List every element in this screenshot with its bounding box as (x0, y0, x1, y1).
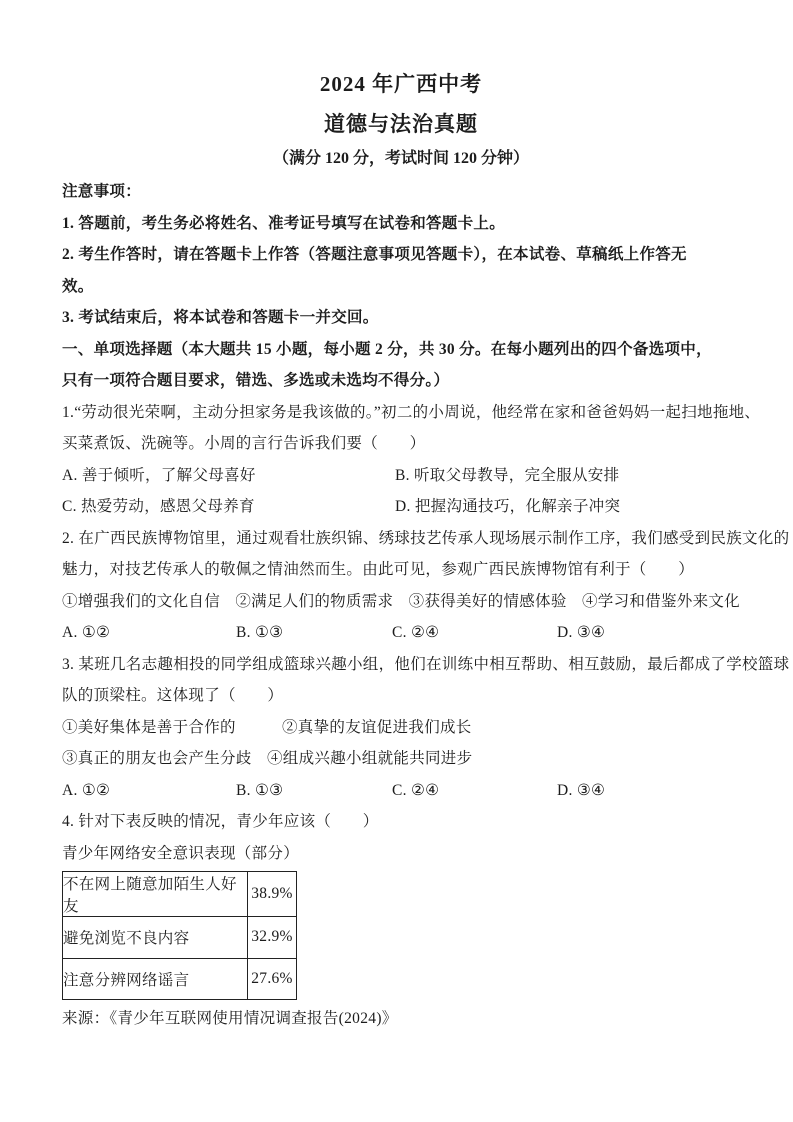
table-cell-percent: 38.9% (248, 872, 297, 917)
question3-statements-row2 (62, 743, 740, 775)
table-cell-behavior: 注意分辨网络谣言 (63, 958, 248, 1000)
question3-option-d: D. ③④ (557, 781, 606, 799)
question3-option-c: C. ②④ (392, 781, 440, 799)
question3-statement-2: ②真挚的友谊促进我们成长 (282, 718, 472, 736)
question1-options-row1 (62, 460, 740, 492)
question2-statement-1: ①增强我们的文化自信 (62, 592, 221, 610)
question3-statement-3: ③真正的朋友也会产生分歧 (62, 750, 252, 767)
survey-table (62, 871, 297, 1000)
question1-stem-line1: 1.“劳动很光荣啊，主动分担家务是我该做的。”初二的小周说，他经常在家和爸爸妈妈一起扫地拖地、 (62, 403, 761, 421)
table-cell-behavior: 不在网上随意加陌生人好友 (63, 872, 248, 917)
notice-item-2: 2. 考生作答时，请在答题卡上作答（答题注意事项见答题卡），在本试卷、草稿纸上作答无 (62, 246, 687, 263)
question3-option-b: B. ①③ (236, 781, 284, 799)
question3-statement-1: ①美好集体是善于合作的 (62, 718, 236, 736)
table-cell-behavior: 避免浏览不良内容 (63, 917, 248, 959)
question2-option-d: D. ③④ (557, 624, 606, 641)
question2-statements-row (62, 586, 740, 618)
notice-heading: 注意事项： (62, 183, 142, 200)
question4-table-title: 青少年网络安全意识表现（部分） (62, 844, 300, 862)
section1-heading-line1: 一、单项选择题（本大题共 15 小题，每小题 2 分，共 30 分。在每小题列出的四个备选项中， (62, 340, 712, 358)
notice-item-1: 1. 答题前，考生务必将姓名、准考证号填写在试卷和答题卡上。 (62, 214, 506, 232)
question2-stem-line1: 2. 在广西民族博物馆里，通过观看壮族织锦、绣球技艺传承人现场展示制作工序，我们感受到民族文化的 (62, 529, 790, 547)
question2-option-b: B. ①③ (236, 624, 284, 641)
question4-stem: 4. 针对下表反映的情况，青少年应该（ ） (62, 813, 379, 830)
notice-item-2-cont: 效。 (62, 277, 94, 295)
notice-item-3: 3. 考试结束后，将本试卷和答题卡一并交回。 (62, 309, 379, 326)
question1-options-row2 (62, 491, 740, 523)
question3-option-a: A. ①② (62, 781, 111, 799)
page-title: 2024 年广西中考 (319, 72, 483, 96)
question3-statement-4: ④组成兴趣小组就能共同进步 (267, 750, 473, 767)
table-row (63, 958, 297, 1000)
question1-option-a: A. 善于倾听，了解父母喜好 (62, 466, 256, 484)
question2-options-row (62, 617, 740, 649)
exam-info-line: （满分 120 分，考试时间 120 分钟） (272, 150, 529, 167)
question3-stem-line1: 3. 某班几名志趣相投的同学组成篮球兴趣小组，他们在训练中相互帮助、相互鼓励，最后都成了学校篮球 (62, 655, 790, 673)
question2-statement-3: ③获得美好的情感体验 (408, 592, 567, 610)
table-source: 来源：《青少年互联网使用情况调查报告(2024)》 (62, 1010, 398, 1027)
table-cell-percent: 32.9% (248, 917, 297, 959)
table-row (63, 917, 297, 959)
question1-option-b: B. 听取父母教导，完全服从安排 (395, 466, 620, 484)
question1-option-c: C. 热爱劳动，感恩父母养育 (62, 498, 255, 515)
question3-statements-row1 (62, 712, 740, 744)
table-row (63, 872, 297, 917)
question1-option-d: D. 把握沟通技巧，化解亲子冲突 (395, 498, 621, 515)
question2-statement-4: ④学习和借鉴外来文化 (581, 592, 740, 610)
section1-heading-line2: 只有一项符合题目要求，错选、多选或未选均不得分。） (62, 372, 450, 389)
question1-stem-line2: 买菜煮饭、洗碗等。小周的言行告诉我们要（ ） (62, 435, 426, 452)
question3-stem-line2: 队的顶梁柱。这体现了（ ） (62, 687, 284, 704)
question2-statement-2: ②满足人们的物质需求 (235, 592, 394, 610)
question3-options-row (62, 775, 740, 807)
question2-option-c: C. ②④ (392, 624, 440, 641)
question2-stem-line2: 魅力，对技艺传承人的敬佩之情油然而生。由此可见，参观广西民族博物馆有利于（ ） (62, 561, 695, 578)
table-cell-percent: 27.6% (248, 958, 297, 1000)
page-subtitle: 道德与法治真题 (324, 112, 478, 136)
question2-option-a: A. ①② (62, 624, 111, 641)
